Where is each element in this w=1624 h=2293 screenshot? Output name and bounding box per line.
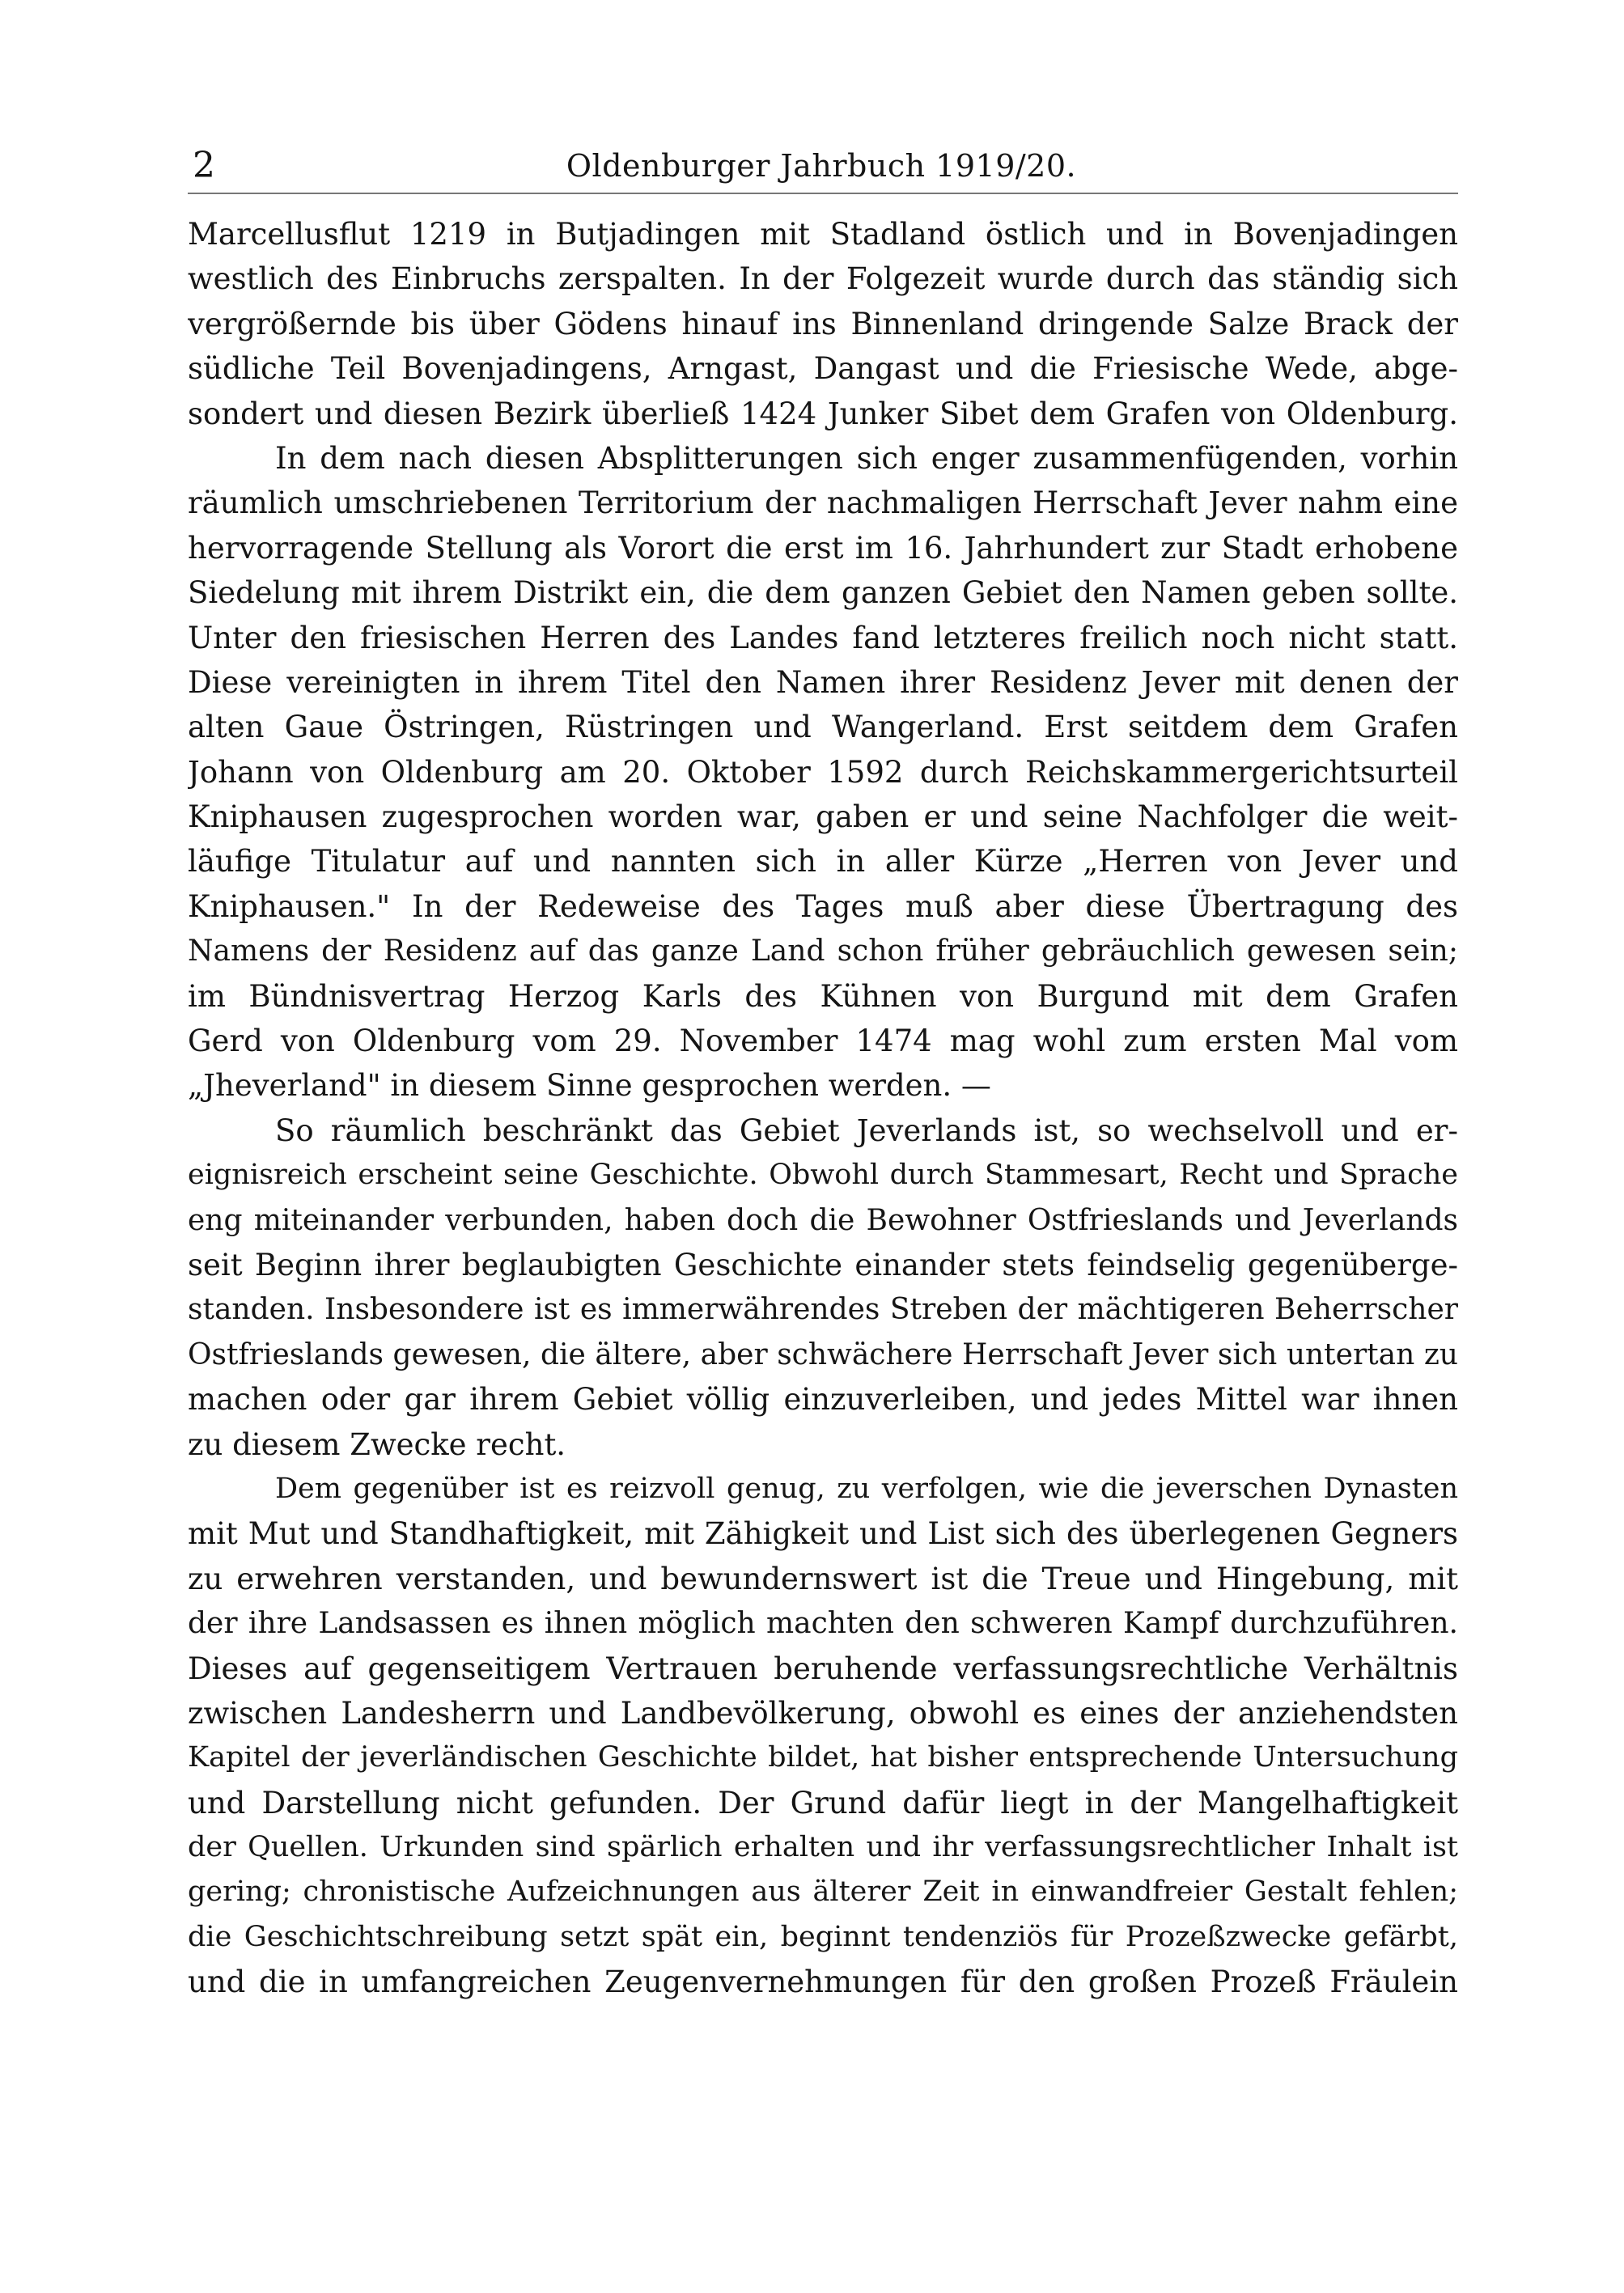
text-line: standen. Insbesondere ist es immerwährendes Streben der mächtigeren Beherrscher bbox=[188, 1293, 1458, 1327]
text-line: seit Beginn ihrer beglaubigten Geschichte einander stets feindselig gegenüberge- bbox=[188, 1247, 1458, 1282]
text-line: im Bündnisvertrag Herzog Karls des Kühnen von Burgund mit dem Grafen bbox=[188, 978, 1458, 1014]
text-line: hervorragende Stellung als Vorort die erst im 16. Jahrhundert zur Stadt erhobene bbox=[188, 530, 1458, 566]
text-line: Namens der Residenz auf das ganze Land schon früher gebräuchlich gewesen sein; bbox=[188, 935, 1458, 968]
text-line: machen oder gar ihrem Gebiet völlig einzuverleiben, und jedes Mittel war ihnen bbox=[188, 1382, 1458, 1418]
text-line: Dieses auf gegenseitigem Vertrauen beruhende verfassungsrechtliche Verhältnis bbox=[188, 1651, 1458, 1686]
text-line: läufige Titulatur auf und nannten sich in aller Kürze „Herren von Jever und bbox=[188, 844, 1458, 879]
text-line: Johann von Oldenburg am 20. Oktober 1592 durch Reichskammergerichtsurteil bbox=[188, 754, 1458, 790]
text-line: So räumlich beschränkt das Gebiet Jeverlands ist, so wechselvoll und er- bbox=[275, 1113, 1458, 1148]
text-line: Kniphausen." In der Redeweise des Tages muß aber diese Übertragung des bbox=[188, 888, 1458, 924]
text-line: Diese vereinigten in ihrem Titel den Namen ihrer Residenz Jever mit denen der bbox=[188, 664, 1458, 700]
text-line: alten Gaue Östringen, Rüstringen und Wangerland. Erst seitdem dem Grafen bbox=[188, 710, 1458, 745]
text-line: der ihre Landsassen es ihnen möglich machten den schweren Kampf durchzuführen. bbox=[188, 1607, 1458, 1641]
text-line: Gerd von Oldenburg vom 29. November 1474 mag wohl zum ersten Mal vom bbox=[188, 1024, 1458, 1059]
text-line: und die in umfangreichen Zeugenvernehmungen für den großen Prozeß Fräulein bbox=[188, 1965, 1458, 2000]
text-line: mit Mut und Standhaftigkeit, mit Zähigkeit und List sich des überlegenen Gegners bbox=[188, 1516, 1458, 1552]
text-line: westlich des Einbruchs zerspalten. In der Folgezeit wurde durch das ständig sich bbox=[188, 261, 1458, 297]
page-number: 2 bbox=[193, 145, 215, 186]
text-line: Dem gegenüber ist es reizvoll genug, zu verfolgen, wie die jeverschen Dynasten bbox=[275, 1472, 1458, 1505]
text-line: Kapitel der jeverländischen Geschichte bildet, hat bisher entsprechende Untersuchung bbox=[188, 1741, 1458, 1774]
text-line: eng miteinander verbunden, haben doch die Bewohner Ostfrieslands und Jeverlands bbox=[188, 1203, 1458, 1237]
text-line: der Quellen. Urkunden sind spärlich erhalten und ihr verfassungsrechtlicher Inhalt ist bbox=[188, 1831, 1458, 1864]
text-line: vergrößernde bis über Gödens hinauf ins Binnenland dringende Salze Brack der bbox=[188, 306, 1458, 341]
text-line: Ostfrieslands gewesen, die ältere, aber schwächere Herrschaft Jever sich untertan zu bbox=[188, 1337, 1458, 1371]
header-rule bbox=[188, 193, 1458, 194]
text-line: sondert und diesen Bezirk überließ 1424 Junker Sibet dem Grafen von Oldenburg. bbox=[188, 396, 1458, 431]
text-line: und Darstellung nicht gefunden. Der Grund dafür liegt in der Mangelhaftigkeit bbox=[188, 1785, 1458, 1820]
text-line: räumlich umschriebenen Territorium der nachmaligen Herrschaft Jever nahm eine bbox=[188, 485, 1458, 521]
text-line: In dem nach diesen Absplitterungen sich enger zusammenfügenden, vorhin bbox=[275, 440, 1458, 476]
text-line: „Jheverland" in diesem Sinne gesprochen werden. — bbox=[188, 1068, 991, 1104]
text-line: die Geschichtschreibung setzt spät ein, beginnt tendenziös für Prozeßzwecke gefärbt, bbox=[188, 1920, 1458, 1953]
text-line: gering; chronistische Aufzeichnungen aus älterer Zeit in einwandfreier Gestalt fehlen; bbox=[188, 1876, 1458, 1909]
text-line: eignisreich erscheint seine Geschichte. Obwohl durch Stammesart, Recht und Sprache bbox=[188, 1159, 1458, 1192]
text-line: Marcellusflut 1219 in Butjadingen mit Stadland östlich und in Bovenjadingen bbox=[188, 217, 1458, 252]
text-line: Kniphausen zugesprochen worden war, gaben er und seine Nachfolger die weit- bbox=[188, 799, 1458, 835]
text-line: Unter den friesischen Herren des Landes fand letzteres freilich noch nicht statt. bbox=[188, 620, 1458, 655]
body-text bbox=[188, 212, 1458, 2005]
text-line: zu diesem Zwecke recht. bbox=[188, 1426, 566, 1462]
page-header bbox=[186, 144, 1457, 188]
text-line: südliche Teil Bovenjadingens, Arngast, Dangast und die Friesische Wede, abge- bbox=[188, 351, 1458, 387]
text-line: Siedelung mit ihrem Distrikt ein, die dem ganzen Gebiet den Namen geben sollte. bbox=[188, 575, 1458, 611]
text-line: zwischen Landesherrn und Landbevölkerung, obwohl es eines der anziehendsten bbox=[188, 1695, 1458, 1731]
text-line: zu erwehren verstanden, und bewundernswert ist die Treue und Hingebung, mit bbox=[188, 1561, 1458, 1596]
running-title: Oldenburger Jahrbuch 1919/20. bbox=[566, 148, 1077, 184]
